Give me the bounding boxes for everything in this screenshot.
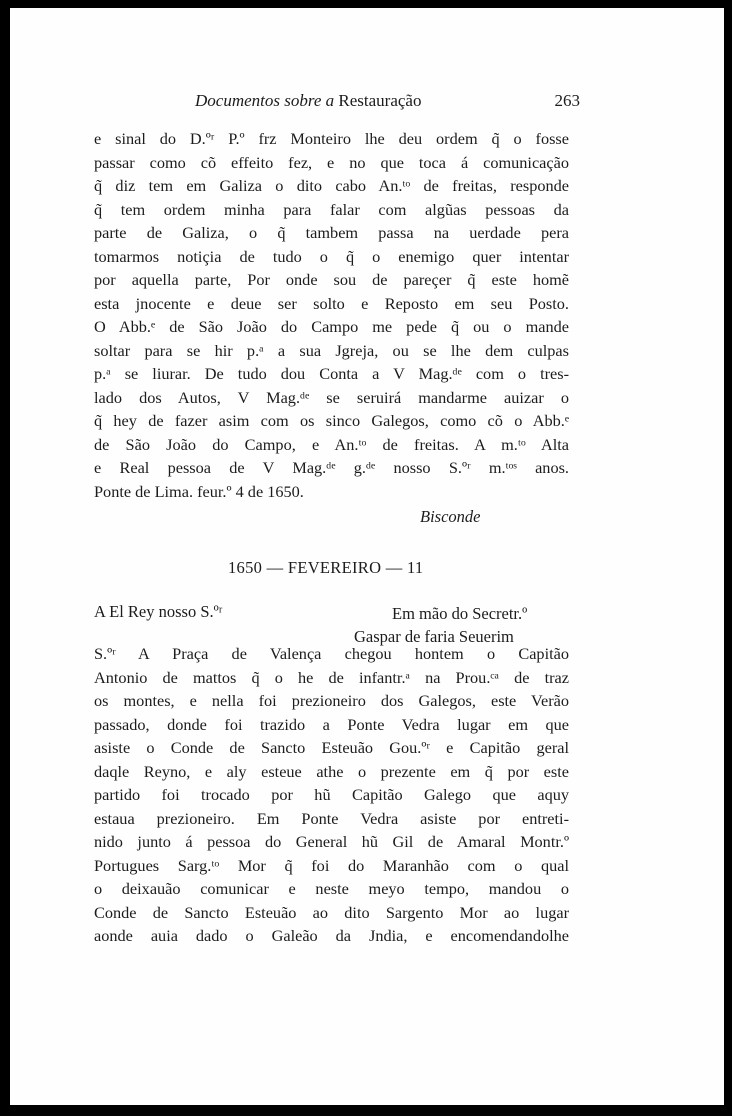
page-number: 263 bbox=[554, 91, 580, 110]
text-line: p.ᵃ se liurar. De tudo dou Conta a V Mag.ᵈᵉ com o tres- bbox=[94, 364, 569, 383]
header-title-italic: Documentos sobre a bbox=[195, 91, 335, 110]
text-line: q̃ hey de fazer asim com os sinco Galegos, como cõ o Abb.ᵉ bbox=[94, 411, 569, 430]
text-line: nido junto á pessoa do General hũ Gil de Amaral Montr.º bbox=[94, 832, 569, 851]
letter-paragraph-2 bbox=[94, 642, 569, 948]
text-line: soltar para se hir p.ᵃ a sua Jgreja, ou se lhe dem culpas bbox=[94, 340, 569, 360]
text-line: O Abb.ᵉ de São João do Campo me pede q̃ ou o mande bbox=[94, 317, 569, 336]
header-title-roman: Restauração bbox=[338, 91, 422, 110]
text-line: S.ºʳ A Praça de Valença chegou hontem o Capitão bbox=[94, 644, 569, 663]
text-line: partido foi trocado por hũ Capitão Galego que aquy bbox=[94, 785, 569, 804]
text-line: os montes, e nella foi prezioneiro dos Galegos, este Verão bbox=[94, 691, 569, 710]
text-line: lado dos Autos, V Mag.ᵈᵉ se seruirá mandarme auizar o bbox=[94, 387, 569, 407]
text-line: estaua prezioneiro. Em Ponte Vedra asiste por entreti- bbox=[94, 808, 569, 828]
text-line: parte de Galiza, o q̃ tambem passa na uerdade pera bbox=[94, 223, 569, 242]
letter-paragraph-1 bbox=[94, 127, 569, 503]
header-title bbox=[195, 90, 421, 112]
signature: Bisconde bbox=[420, 507, 481, 526]
text-line: q̃ tem ordem minha para falar com algũas pessoas da bbox=[94, 199, 569, 219]
delivery-note-line: Em mão do Secretr.º bbox=[392, 604, 528, 623]
addressee: A El Rey nosso S.ºʳ bbox=[94, 602, 223, 621]
text-line: q̃ diz tem em Galiza o dito cabo An.ᵗᵒ de freitas, responde bbox=[94, 176, 569, 195]
text-line: Antonio de mattos q̃ o he de infantr.ᵃ na Prou.ᶜᵃ de traz bbox=[94, 667, 569, 687]
text-line: de São João do Campo, e An.ᵗᵒ de freitas. A m.ᵗᵒ Alta bbox=[94, 434, 569, 454]
text-line: daqle Reyno, e aly esteue athe o prezente em q̃ por este bbox=[94, 761, 569, 781]
text-line: Ponte de Lima. feur.º 4 de 1650. bbox=[94, 481, 304, 501]
text-line: passado, donde foi trazido a Ponte Vedra lugar em que bbox=[94, 714, 569, 734]
text-line: aonde auia dado o Galeão da Jndia, e encomendandolhe bbox=[94, 926, 569, 945]
text-line: e Real pessoa de V Mag.ᵈᵉ g.ᵈᵉ nosso S.ºʳ m.ᵗᵒˢ anos. bbox=[94, 458, 569, 477]
text-line: o deixauão comunicar e neste meyo tempo, mandou o bbox=[94, 879, 569, 898]
text-line: passar como cõ effeito fez, e no que toca á comunicação bbox=[94, 152, 569, 172]
text-line: asiste o Conde de Sancto Esteuão Gou.ºʳ e Capitão geral bbox=[94, 738, 569, 757]
document-page bbox=[10, 8, 724, 1105]
text-line: e sinal do D.ºʳ P.º frz Monteiro lhe deu ordem q̃ o fosse bbox=[94, 129, 569, 148]
text-line: por aquella parte, Por onde sou de pareçer q̃ este homẽ bbox=[94, 270, 569, 289]
text-line: Conde de Sancto Esteuão ao dito Sargento Mor ao lugar bbox=[94, 902, 569, 922]
letter-dateline: 1650 — FEVEREIRO — 11 bbox=[228, 558, 424, 577]
text-line: esta jnocente e deue ser solto e Reposto em seu Posto. bbox=[94, 293, 569, 313]
delivery-note-line: Gaspar de faria Seuerim bbox=[354, 627, 514, 646]
text-line: Portugues Sarg.ᵗᵒ Mor q̃ foi do Maranhão com o qual bbox=[94, 855, 569, 875]
text-line: tomarmos notiçia de tudo o q̃ o enemigo quer intentar bbox=[94, 246, 569, 266]
